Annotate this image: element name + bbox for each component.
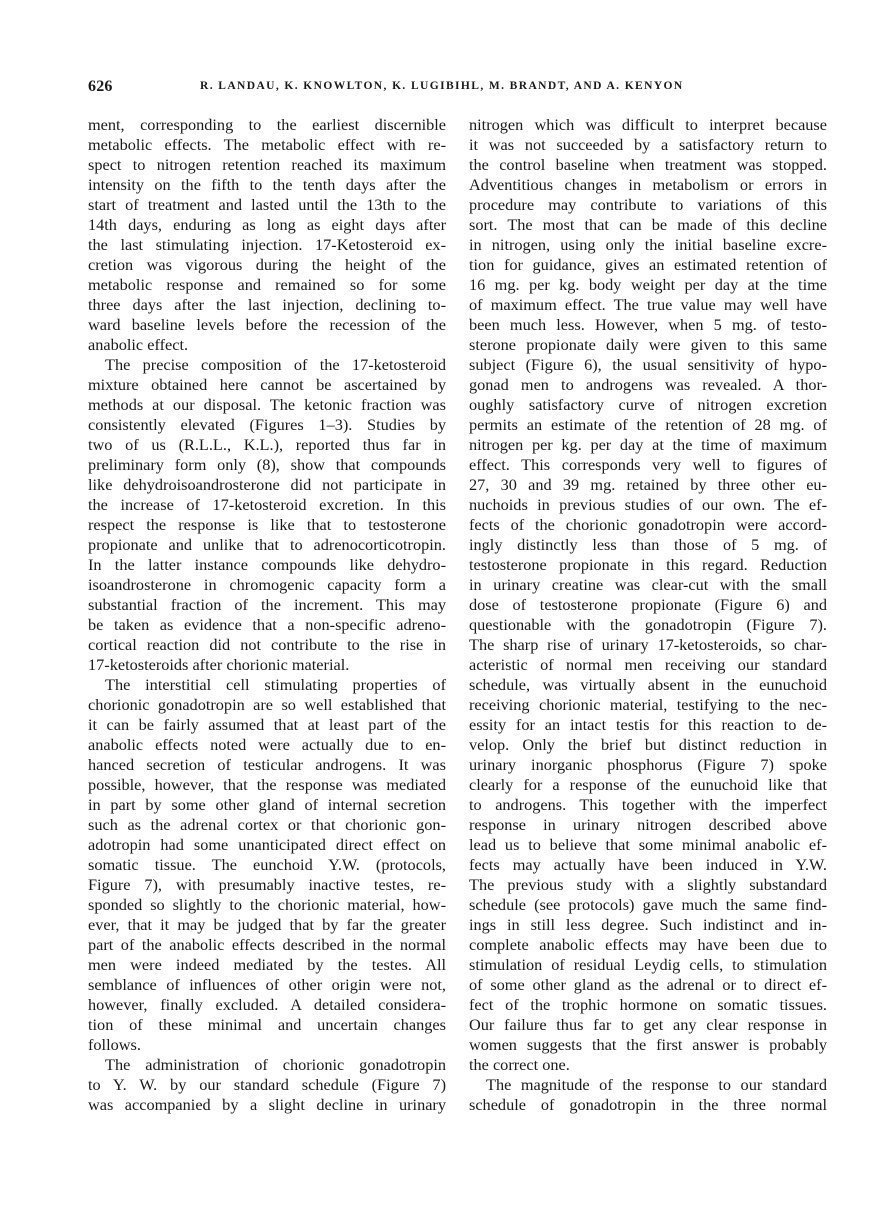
text-line: to Y. W. by our standard schedule (Figure 7) xyxy=(88,1075,446,1094)
text-line: start of treatment and lasted until the 13th to the xyxy=(88,195,446,214)
text-line: chorionic gonadotropin are so well established that xyxy=(88,695,446,714)
text-line: propionate and unlike that to adrenocorticotropin. xyxy=(88,535,446,554)
text-line: anabolic effect. xyxy=(88,335,189,354)
text-line: of some other gland as the adrenal or to direct ef- xyxy=(469,975,827,994)
text-line: possible, however, that the response was mediated xyxy=(88,775,446,794)
text-line: in part by some other gland of internal secretion xyxy=(88,795,446,814)
text-line: 16 mg. per kg. body weight per day at the time xyxy=(469,275,827,294)
text-line: permits an estimate of the retention of 28 mg. of xyxy=(469,415,827,434)
text-line: it was not succeeded by a satisfactory return to xyxy=(469,135,827,154)
text-line: The sharp rise of urinary 17-ketosteroids, so char- xyxy=(469,635,827,654)
right-text-column xyxy=(469,115,827,1115)
text-line: sort. The most that can be made of this decline xyxy=(469,215,827,234)
text-line: anabolic effects noted were actually due to en- xyxy=(88,735,446,754)
text-line: The administration of chorionic gonadotropin xyxy=(105,1055,446,1074)
text-line: metabolic effects. The metabolic effect with re- xyxy=(88,135,446,154)
text-line: tion for guidance, gives an estimated retention of xyxy=(469,255,827,274)
text-line: of maximum effect. The true value may well have xyxy=(469,295,827,314)
text-line: the correct one. xyxy=(469,1055,570,1074)
text-line: the last stimulating injection. 17-Ketosteroid ex- xyxy=(88,235,446,254)
text-line: complete anabolic effects may have been due to xyxy=(469,935,827,954)
text-line: the increase of 17-ketosteroid excretion. In this xyxy=(88,495,446,514)
text-line: in urinary creatine was clear-cut with the small xyxy=(469,575,827,594)
text-line: lead us to believe that some minimal anabolic ef- xyxy=(469,835,827,854)
text-line: response in urinary nitrogen described above xyxy=(469,815,827,834)
text-line: acteristic of normal men receiving our standard xyxy=(469,655,827,674)
text-line: mixture obtained here cannot be ascertained by xyxy=(88,375,446,394)
text-line: consistently elevated (Figures 1–3). Studies by xyxy=(88,415,446,434)
text-line: methods at our disposal. The ketonic fraction was xyxy=(88,395,446,414)
running-head xyxy=(88,78,828,100)
text-line: substantial fraction of the increment. This may xyxy=(88,595,446,614)
text-line: The previous study with a slightly substandard xyxy=(469,875,827,894)
text-line: 14th days, enduring as long as eight days after xyxy=(88,215,446,234)
left-text-column xyxy=(88,115,446,1115)
text-line: nuchoids in previous studies of our own. The ef- xyxy=(469,495,827,514)
text-line: stimulation of residual Leydig cells, to stimulation xyxy=(469,955,827,974)
text-line: tion of these minimal and uncertain changes xyxy=(88,1015,446,1034)
text-line: fect of the trophic hormone on somatic tissues. xyxy=(469,995,827,1014)
text-line: fects of the chorionic gonadotropin were accord- xyxy=(469,515,827,534)
text-line: urinary inorganic phosphorus (Figure 7) spoke xyxy=(469,755,827,774)
text-line: procedure may contribute to variations of this xyxy=(469,195,827,214)
text-line: adotropin had some unanticipated direct effect on xyxy=(88,835,446,854)
text-line: The interstitial cell stimulating properties of xyxy=(105,675,446,694)
text-line: cretion was vigorous during the height of the xyxy=(88,255,446,274)
text-line: to androgens. This together with the imperfect xyxy=(469,795,827,814)
text-line: metabolic response and remained so for some xyxy=(88,275,446,294)
text-line: clearly for a response of the eunuchoid like that xyxy=(469,775,827,794)
text-line: effect. This corresponds very well to figures of xyxy=(469,455,827,474)
text-line: schedule, was virtually absent in the eunuchoid xyxy=(469,675,827,694)
text-line: ever, that it may be judged that by far the greater xyxy=(88,915,446,934)
text-line: follows. xyxy=(88,1035,141,1054)
text-line: gonad men to androgens was revealed. A thor- xyxy=(469,375,827,394)
text-line: two of us (R.L.L., K.L.), reported thus far in xyxy=(88,435,446,454)
text-line: hanced secretion of testicular androgens. It was xyxy=(88,755,446,774)
text-line: nitrogen which was difficult to interpret because xyxy=(469,115,827,134)
text-line: respect the response is like that to testosterone xyxy=(88,515,446,534)
text-line: it can be fairly assumed that at least part of the xyxy=(88,715,446,734)
text-line: isoandrosterone in chromogenic capacity form a xyxy=(88,575,446,594)
text-line: questionable with the gonadotropin (Figure 7). xyxy=(469,615,827,634)
text-line: been much less. However, when 5 mg. of testo- xyxy=(469,315,827,334)
text-line: schedule of gonadotropin in the three normal xyxy=(469,1095,827,1114)
text-line: ward baseline levels before the recession of the xyxy=(88,315,446,334)
text-line: essity for an intact testis for this reaction to de- xyxy=(469,715,827,734)
text-line: spect to nitrogen retention reached its maximum xyxy=(88,155,446,174)
text-line: three days after the last injection, declining to- xyxy=(88,295,446,314)
text-line: preliminary form only (8), show that compounds xyxy=(88,455,446,474)
author-list: R. LANDAU, K. KNOWLTON, K. LUGIBIHL, M. BRANDT, AND A. KENYON xyxy=(200,80,684,92)
page-number: 626 xyxy=(88,78,113,95)
text-line: schedule (see protocols) gave much the same find- xyxy=(469,895,827,914)
text-line: women suggests that the first answer is probably xyxy=(469,1035,827,1054)
text-line: Adventitious changes in metabolism or errors in xyxy=(469,175,827,194)
text-line: In the latter instance compounds like dehydro- xyxy=(88,555,446,574)
text-line: in nitrogen, using only the initial baseline excre- xyxy=(469,235,827,254)
text-line: testosterone propionate in this regard. Reduction xyxy=(469,555,827,574)
text-line: sterone propionate daily were given to this same xyxy=(469,335,827,354)
text-line: Our failure thus far to get any clear response in xyxy=(469,1015,827,1034)
text-line: be taken as evidence that a non-specific adreno- xyxy=(88,615,446,634)
text-line: nitrogen per kg. per day at the time of maximum xyxy=(469,435,827,454)
text-line: 27, 30 and 39 mg. retained by three other eu- xyxy=(469,475,827,494)
text-line: dose of testosterone propionate (Figure 6) and xyxy=(469,595,827,614)
text-line: part of the anabolic effects described in the normal xyxy=(88,935,446,954)
text-line: the control baseline when treatment was stopped. xyxy=(469,155,827,174)
text-line: men were indeed mediated by the testes. All xyxy=(88,955,446,974)
text-line: semblance of influences of other origin were not, xyxy=(88,975,446,994)
text-line: Figure 7), with presumably inactive testes, re- xyxy=(88,875,446,894)
text-line: ingly distinctly less than those of 5 mg. of xyxy=(469,535,827,554)
text-line: ment, corresponding to the earliest discernible xyxy=(88,115,446,134)
text-line: such as the adrenal cortex or that chorionic gon- xyxy=(88,815,446,834)
text-line: like dehydroisoandrosterone did not participate in xyxy=(88,475,446,494)
text-line: ings in still less degree. Such indistinct and in- xyxy=(469,915,827,934)
text-line: was accompanied by a slight decline in urinary xyxy=(88,1095,446,1114)
text-line: intensity on the fifth to the tenth days after the xyxy=(88,175,446,194)
text-line: receiving chorionic material, testifying to the nec- xyxy=(469,695,827,714)
text-line: however, finally excluded. A detailed considera- xyxy=(88,995,446,1014)
text-line: oughly satisfactory curve of nitrogen excretion xyxy=(469,395,827,414)
text-line: velop. Only the brief but distinct reduction in xyxy=(469,735,827,754)
text-line: sponded so slightly to the chorionic material, how- xyxy=(88,895,446,914)
text-line: subject (Figure 6), the usual sensitivity of hypo- xyxy=(469,355,827,374)
text-line: somatic tissue. The eunchoid Y.W. (protocols, xyxy=(88,855,446,874)
text-line: cortical reaction did not contribute to the rise in xyxy=(88,635,446,654)
text-line: 17-ketosteroids after chorionic material. xyxy=(88,655,350,674)
text-line: fects may actually have been induced in Y.W. xyxy=(469,855,827,874)
text-line: The magnitude of the response to our standard xyxy=(486,1075,827,1094)
text-line: The precise composition of the 17-ketosteroid xyxy=(105,355,446,374)
